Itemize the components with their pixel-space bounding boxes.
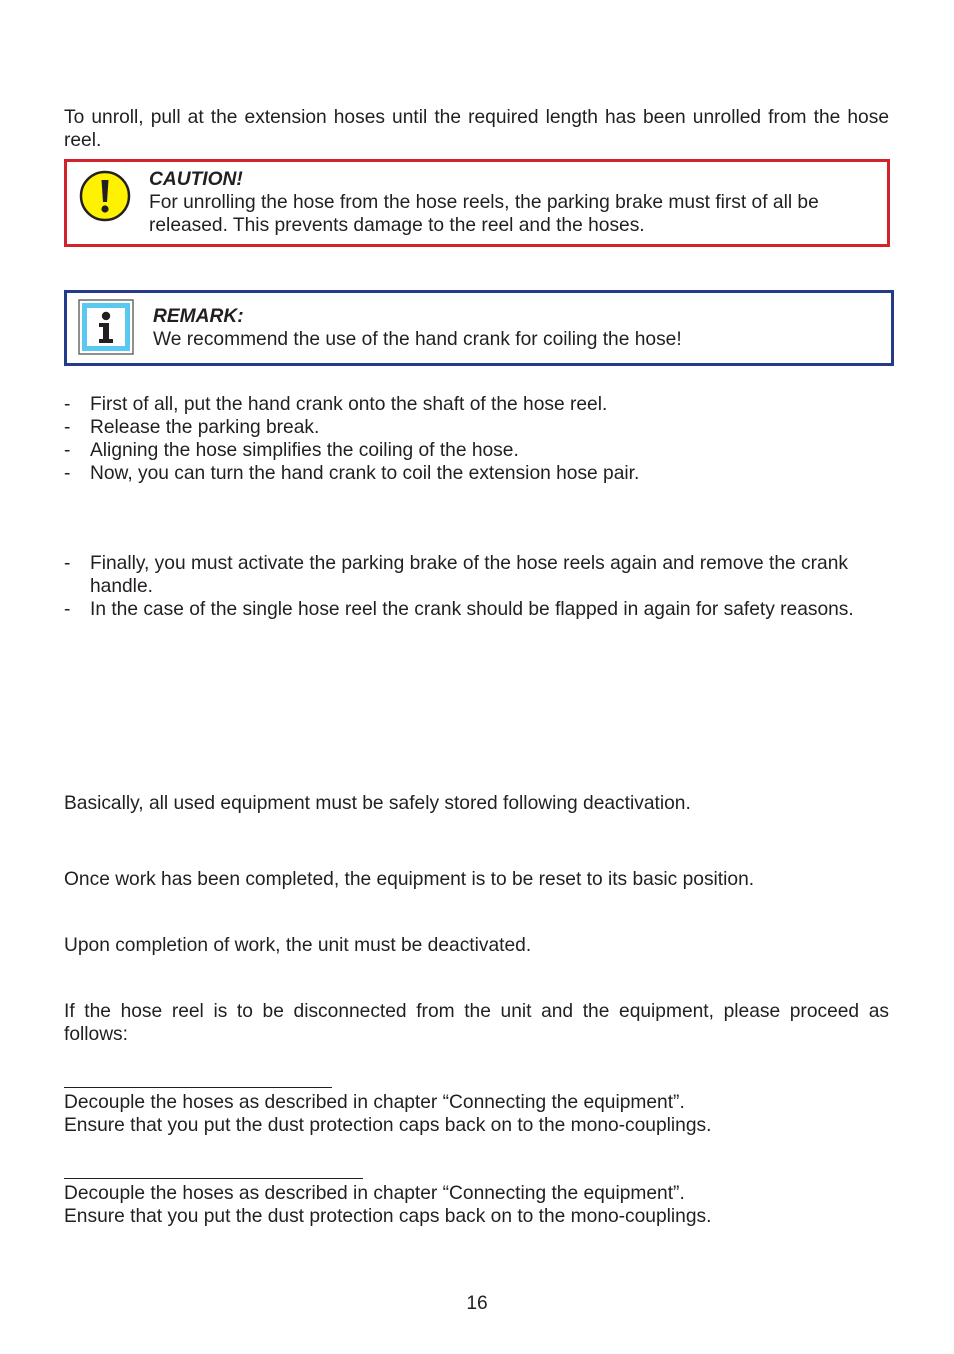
section-b-line-1: Decouple the hoses as described in chapter “Connecting the equipment”.: [64, 1183, 685, 1204]
list-dash: -: [64, 553, 71, 574]
list-dash: -: [64, 417, 71, 438]
finish-steps-list: [64, 552, 894, 621]
list-item-text: Aligning the hose simplifies the coiling of the hose.: [90, 440, 519, 461]
list-dash: -: [64, 440, 71, 461]
section-b-line-2: Ensure that you put the dust protection caps back on to the mono-couplings.: [64, 1206, 712, 1227]
section-b: [64, 1182, 889, 1228]
list-item: [64, 439, 894, 462]
remark-text: We recommend the use of the hand crank for coiling the hose!: [153, 329, 682, 350]
list-item-text: Finally, you must activate the parking brake of the hose reels again and remove the crank handle.: [90, 553, 848, 597]
disconnect-paragraph: If the hose reel is to be disconnected from the unit and the equipment, please proceed as follows:: [64, 1001, 889, 1045]
section-a-line-2: Ensure that you put the dust protection caps back on to the mono-couplings.: [64, 1115, 712, 1136]
list-item: [64, 598, 894, 621]
list-item: [64, 462, 894, 485]
section-b-heading-rule: [64, 1178, 363, 1179]
section-a: [64, 1091, 889, 1137]
list-item-text: Now, you can turn the hand crank to coil the extension hose pair.: [90, 463, 640, 484]
caution-title: CAUTION!: [149, 169, 243, 190]
list-item-text: First of all, put the hand crank onto the shaft of the hose reel.: [90, 394, 608, 415]
list-item: [64, 416, 894, 439]
list-dash: -: [64, 599, 71, 620]
crank-steps-list: [64, 393, 894, 485]
list-dash: -: [64, 394, 71, 415]
remark-title: REMARK:: [153, 306, 244, 327]
remark-box: [64, 290, 894, 366]
list-item: [64, 393, 894, 416]
reset-paragraph: Once work has been completed, the equipment is to be reset to its basic position.: [64, 869, 755, 890]
intro-paragraph: To unroll, pull at the extension hoses until the required length has been unrolled from the hose reel.: [64, 107, 889, 151]
section-a-line-1: Decouple the hoses as described in chapter “Connecting the equipment”.: [64, 1092, 685, 1113]
deactivate-paragraph: Upon completion of work, the unit must be deactivated.: [64, 935, 532, 956]
caution-box: [64, 159, 890, 247]
caution-text: For unrolling the hose from the hose reels, the parking brake must first of all be released. This prevents damage to the reel and the hoses.: [149, 192, 819, 236]
list-dash: -: [64, 463, 71, 484]
page-number: 16: [466, 1293, 488, 1314]
caution-content: [149, 168, 879, 237]
list-item: [64, 552, 894, 598]
remark-content: [153, 305, 873, 351]
section-a-heading-rule: [64, 1087, 332, 1088]
exclamation-icon: [79, 170, 131, 222]
info-icon: [78, 299, 134, 355]
storage-paragraph: Basically, all used equipment must be safely stored following deactivation.: [64, 793, 691, 814]
list-item-text: In the case of the single hose reel the crank should be flapped in again for safety reasons.: [90, 599, 854, 620]
list-item-text: Release the parking break.: [90, 417, 320, 438]
